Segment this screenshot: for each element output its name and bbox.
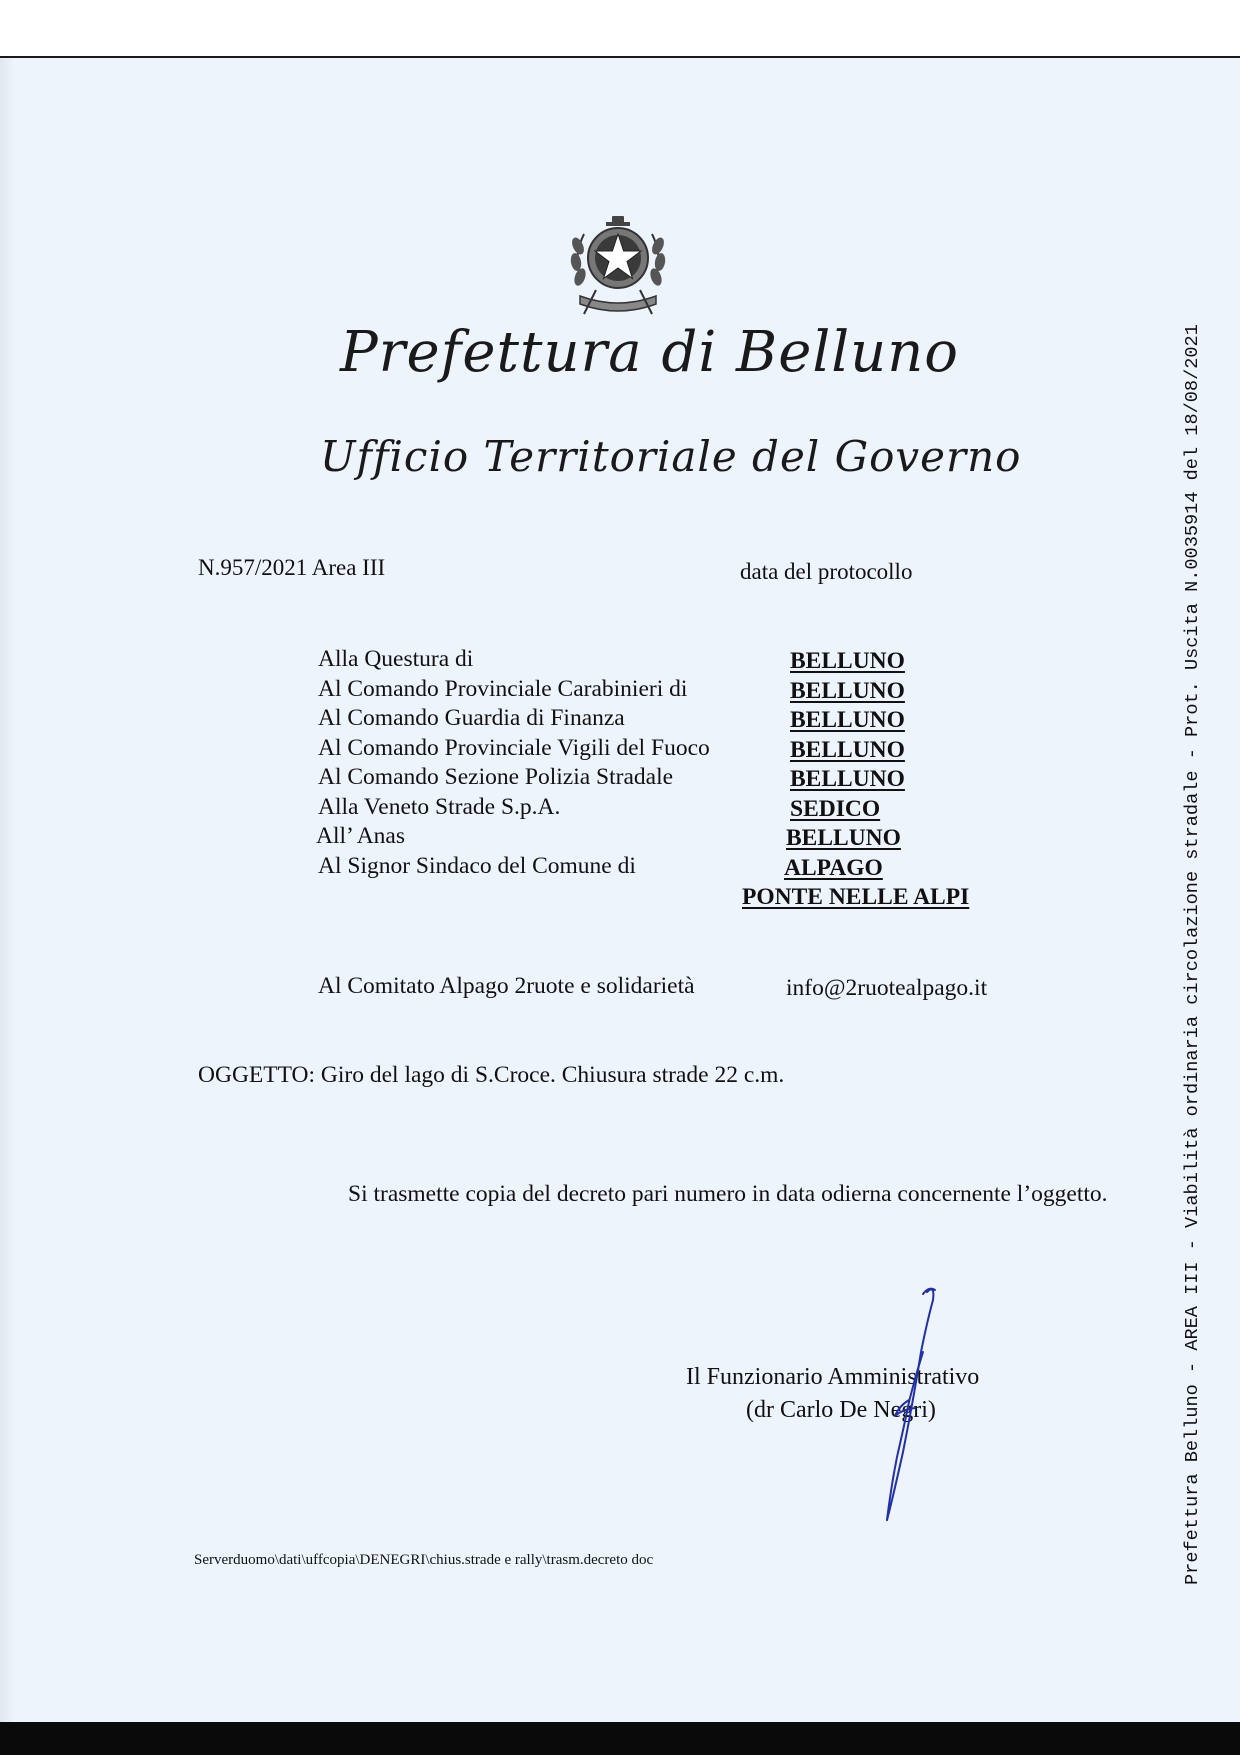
protocol-stamp: Prefettura Belluno - AREA III - Viabilità ordinaria circolazione stradale - Prot. Uscita N.0035914 del 18/08/2021	[1182, 324, 1203, 1585]
recipient-label: Alla Veneto Strade S.p.A.	[318, 793, 561, 820]
office-title: Prefettura di Belluno	[340, 320, 960, 385]
recipient-city: BELLUNO	[790, 766, 905, 792]
recipient-row	[318, 881, 1018, 911]
recipient-row	[318, 675, 1018, 705]
recipient-label: Al Comando Guardia di Finanza	[318, 705, 625, 731]
recipient-row	[318, 704, 1018, 734]
recipient-city: BELLUNO	[790, 648, 905, 674]
recipient-row	[318, 763, 1018, 793]
recipient-row	[318, 734, 1018, 764]
recipient-row	[318, 822, 1018, 852]
recipient-label: Al Comando Sezione Polizia Stradale	[318, 764, 674, 790]
recipient-city: BELLUNO	[790, 736, 905, 763]
signature-title: Il Funzionario Amministrativo	[686, 1364, 980, 1390]
file-path: Serverduomo\dati\uffcopia\DENEGRI\chius.strade e rally\trasm.decreto doc	[194, 1552, 654, 1568]
signature-name: (dr Carlo De Negri)	[746, 1397, 936, 1423]
scan-top-margin	[0, 0, 1240, 56]
recipient-label: Al Comando Provinciale Vigili del Fuoco	[318, 734, 710, 761]
recipient-row	[318, 852, 1018, 882]
recipient-city: BELLUNO	[790, 707, 905, 733]
recipient-city: BELLUNO	[790, 677, 905, 704]
recipient-label: Al Comando Provinciale Carabinieri di	[318, 675, 688, 702]
handwritten-signature	[835, 1282, 945, 1532]
recipient-list	[318, 645, 1018, 911]
subject-line: OGGETTO: Giro del lago di S.Croce. Chiusura strade 22 c.m.	[198, 1062, 785, 1088]
recipient-row	[318, 793, 1018, 823]
protocol-number: N.957/2021 Area III	[198, 555, 386, 580]
recipient-label: Al Signor Sindaco del Comune di	[318, 852, 636, 879]
recipient-city: ALPAGO	[784, 854, 883, 881]
office-subtitle: Ufficio Territoriale del Governo	[320, 432, 1022, 481]
committee-recipient: Al Comitato Alpago 2ruote e solidarietà	[318, 973, 695, 999]
scan-bottom-edge	[0, 1722, 1240, 1755]
recipient-city: SEDICO	[790, 795, 881, 822]
scan-shadow	[0, 58, 14, 1722]
recipient-label: All’ Anas	[316, 823, 405, 849]
recipient-label: Alla Questura di	[318, 646, 474, 672]
recipient-city: PONTE NELLE ALPI	[742, 884, 970, 910]
recipient-row	[318, 645, 1018, 675]
recipient-city: BELLUNO	[786, 825, 901, 851]
committee-email: info@2ruotealpago.it	[786, 975, 988, 1001]
body-paragraph: Si trasmette copia del decreto pari numero in data odierna concernente l’oggetto.	[348, 1181, 1108, 1207]
protocol-date: data del protocollo	[740, 559, 913, 584]
republic-emblem-icon	[566, 210, 670, 322]
